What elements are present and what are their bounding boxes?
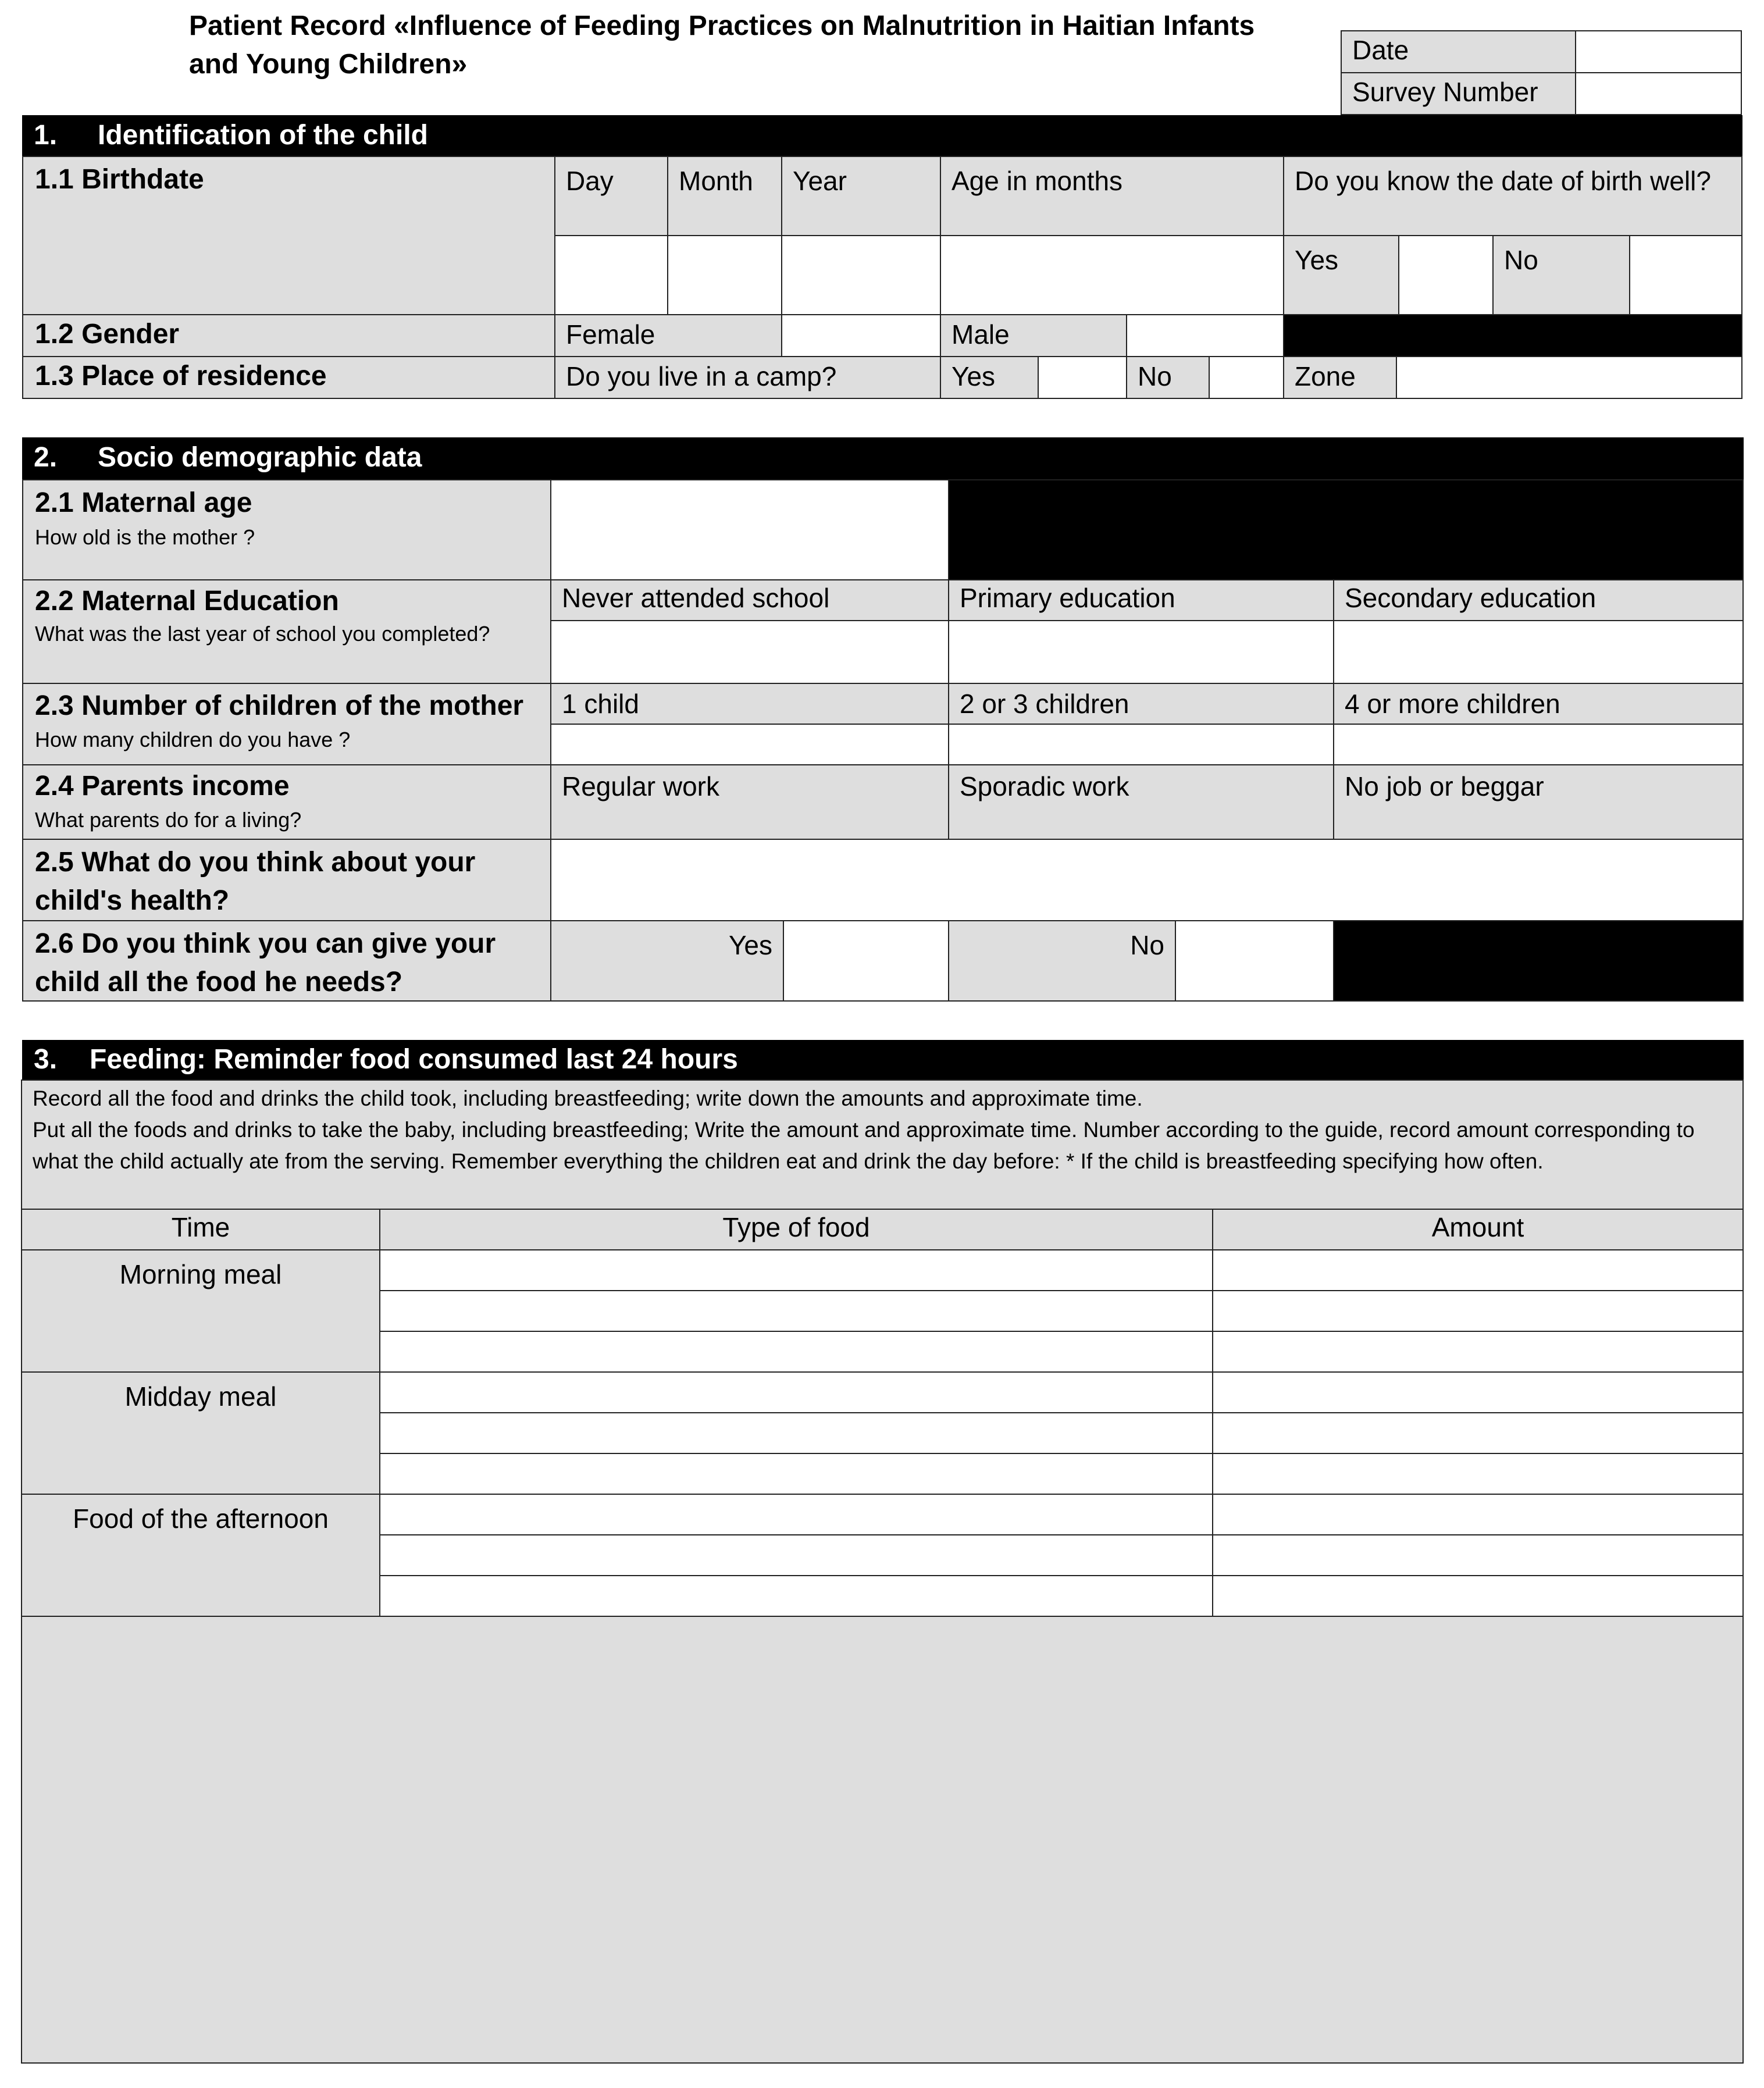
amount-row-midday-1[interactable] (1212, 1371, 1744, 1413)
q25-label: 2.5 What do you think about your child's health? (22, 839, 551, 921)
q22-never-field[interactable] (550, 620, 949, 684)
food-row-morning-2[interactable] (379, 1290, 1213, 1332)
female-checkbox[interactable] (781, 314, 941, 357)
dob-no-checkbox[interactable] (1629, 235, 1742, 315)
camp-yes-label: Yes (940, 356, 1039, 399)
notes-area[interactable] (21, 1616, 1744, 2064)
day-label: Day (554, 156, 668, 236)
q22-option-never: Never attended school (550, 579, 949, 621)
amount-row-afternoon-2[interactable] (1212, 1534, 1744, 1576)
food-row-afternoon-1[interactable] (379, 1494, 1213, 1535)
amount-row-midday-3[interactable] (1212, 1453, 1744, 1495)
q24-option-no-job[interactable]: No job or beggar (1333, 764, 1744, 840)
q22-option-secondary: Secondary education (1333, 579, 1744, 621)
feeding-instructions (21, 1079, 1744, 1210)
q26-no-label: No (948, 920, 1176, 1002)
dob-yes-checkbox[interactable] (1398, 235, 1494, 315)
section-1-title: Identification of the child (98, 120, 428, 151)
camp-no-label: No (1126, 356, 1210, 399)
camp-no-checkbox[interactable] (1209, 356, 1284, 399)
q21-blackout (948, 479, 1744, 580)
amount-row-afternoon-1[interactable] (1212, 1494, 1744, 1535)
section-2-header (22, 437, 1744, 480)
age-in-months-field[interactable] (940, 235, 1284, 315)
instruction-line-2: Put all the foods and drinks to take the baby, including breastfeeding; Write the amount and approximate time. Number according to the guide, record amount corresponding to what the child actually ate from the serving. Remember everything the children eat and drink the day before: * If the child is breastfeeding specifying how often. (33, 1118, 1695, 1173)
amount-row-midday-2[interactable] (1212, 1412, 1744, 1454)
food-row-midday-3[interactable] (379, 1453, 1213, 1495)
col-time-header: Time (21, 1209, 380, 1250)
section-1-number: 1. (34, 120, 58, 151)
survey-number-label: Survey Number (1341, 72, 1576, 115)
zone-label: Zone (1283, 356, 1397, 399)
section-2-number: 2. (34, 442, 58, 473)
q23-one-field[interactable] (550, 724, 949, 765)
q23-option-two-three: 2 or 3 children (948, 683, 1334, 725)
q23-subtitle: How many children do you have ? (35, 728, 351, 751)
q26-yes-checkbox[interactable] (783, 920, 949, 1002)
camp-yes-checkbox[interactable] (1038, 356, 1127, 399)
q24-title: 2.4 Parents income (35, 771, 290, 801)
dob-yes-label: Yes (1283, 235, 1399, 315)
dob-no-label: No (1492, 235, 1630, 315)
q23-option-four-plus: 4 or more children (1333, 683, 1744, 725)
age-in-months-label: Age in months (940, 156, 1284, 236)
q24-subtitle: What parents do for a living? (35, 808, 302, 832)
page-title: Patient Record «Influence of Feeding Practices on Malnutrition in Haitian Infants and Young Children» (189, 10, 1255, 80)
amount-row-morning-1[interactable] (1212, 1249, 1744, 1291)
q21-label (22, 479, 551, 580)
col-amount-header: Amount (1212, 1209, 1744, 1250)
q26-no-checkbox[interactable] (1175, 920, 1334, 1002)
month-field[interactable] (667, 235, 782, 315)
meal-midday-label: Midday meal (21, 1371, 380, 1495)
section-2-title: Socio demographic data (98, 442, 422, 473)
date-field[interactable] (1575, 30, 1742, 73)
q24-option-sporadic[interactable]: Sporadic work (948, 764, 1334, 840)
q25-answer-field[interactable] (550, 839, 1744, 921)
q24-label (22, 764, 551, 840)
female-label: Female (554, 314, 782, 357)
residence-label: 1.3 Place of residence (22, 356, 555, 399)
gender-blackout (1283, 314, 1742, 357)
food-row-afternoon-3[interactable] (379, 1575, 1213, 1617)
section-3-header (22, 1040, 1744, 1081)
food-row-midday-2[interactable] (379, 1412, 1213, 1454)
food-row-midday-1[interactable] (379, 1371, 1213, 1413)
survey-number-field[interactable] (1575, 72, 1742, 115)
section-3-number: 3. (34, 1044, 58, 1075)
q24-option-regular[interactable]: Regular work (550, 764, 949, 840)
q22-subtitle: What was the last year of school you completed? (35, 622, 490, 646)
amount-row-morning-2[interactable] (1212, 1290, 1744, 1332)
zone-field[interactable] (1396, 356, 1742, 399)
q26-yes-label: Yes (550, 920, 784, 1002)
q26-label: 2.6 Do you think you can give your child all the food he needs? (22, 920, 551, 1002)
q23-label (22, 683, 551, 765)
meal-morning-label: Morning meal (21, 1249, 380, 1373)
q22-secondary-field[interactable] (1333, 620, 1744, 684)
gender-label: 1.2 Gender (22, 314, 555, 357)
q21-subtitle: How old is the mother ? (35, 525, 255, 549)
date-label: Date (1341, 30, 1576, 73)
food-row-afternoon-2[interactable] (379, 1534, 1213, 1576)
maternal-age-field[interactable] (550, 479, 949, 580)
q26-blackout (1333, 920, 1744, 1002)
q23-four-plus-field[interactable] (1333, 724, 1744, 765)
col-food-header: Type of food (379, 1209, 1213, 1250)
q22-title: 2.2 Maternal Education (35, 586, 339, 617)
year-field[interactable] (781, 235, 941, 315)
q23-option-one: 1 child (550, 683, 949, 725)
camp-question: Do you live in a camp? (554, 356, 941, 399)
month-label: Month (667, 156, 782, 236)
q21-title: 2.1 Maternal age (35, 487, 252, 518)
know-dob-question: Do you know the date of birth well? (1283, 156, 1742, 236)
q22-primary-field[interactable] (948, 620, 1334, 684)
food-row-morning-3[interactable] (379, 1331, 1213, 1373)
q22-label (22, 579, 551, 684)
section-3-title: Feeding: Reminder food consumed last 24 hours (90, 1044, 738, 1075)
amount-row-morning-3[interactable] (1212, 1331, 1744, 1373)
q23-two-three-field[interactable] (948, 724, 1334, 765)
instruction-line-1: Record all the food and drinks the child took, including breastfeeding; write down the amounts and approximate time. (33, 1086, 1143, 1110)
male-label: Male (940, 314, 1127, 357)
day-field[interactable] (554, 235, 668, 315)
birthdate-label: 1.1 Birthdate (22, 156, 555, 315)
amount-row-afternoon-3[interactable] (1212, 1575, 1744, 1617)
meal-afternoon-label: Food of the afternoon (21, 1494, 380, 1617)
section-1-header (22, 115, 1742, 157)
year-label: Year (781, 156, 941, 236)
male-checkbox[interactable] (1126, 314, 1284, 357)
food-row-morning-1[interactable] (379, 1249, 1213, 1291)
q22-option-primary: Primary education (948, 579, 1334, 621)
q23-title: 2.3 Number of children of the mother (35, 690, 524, 721)
